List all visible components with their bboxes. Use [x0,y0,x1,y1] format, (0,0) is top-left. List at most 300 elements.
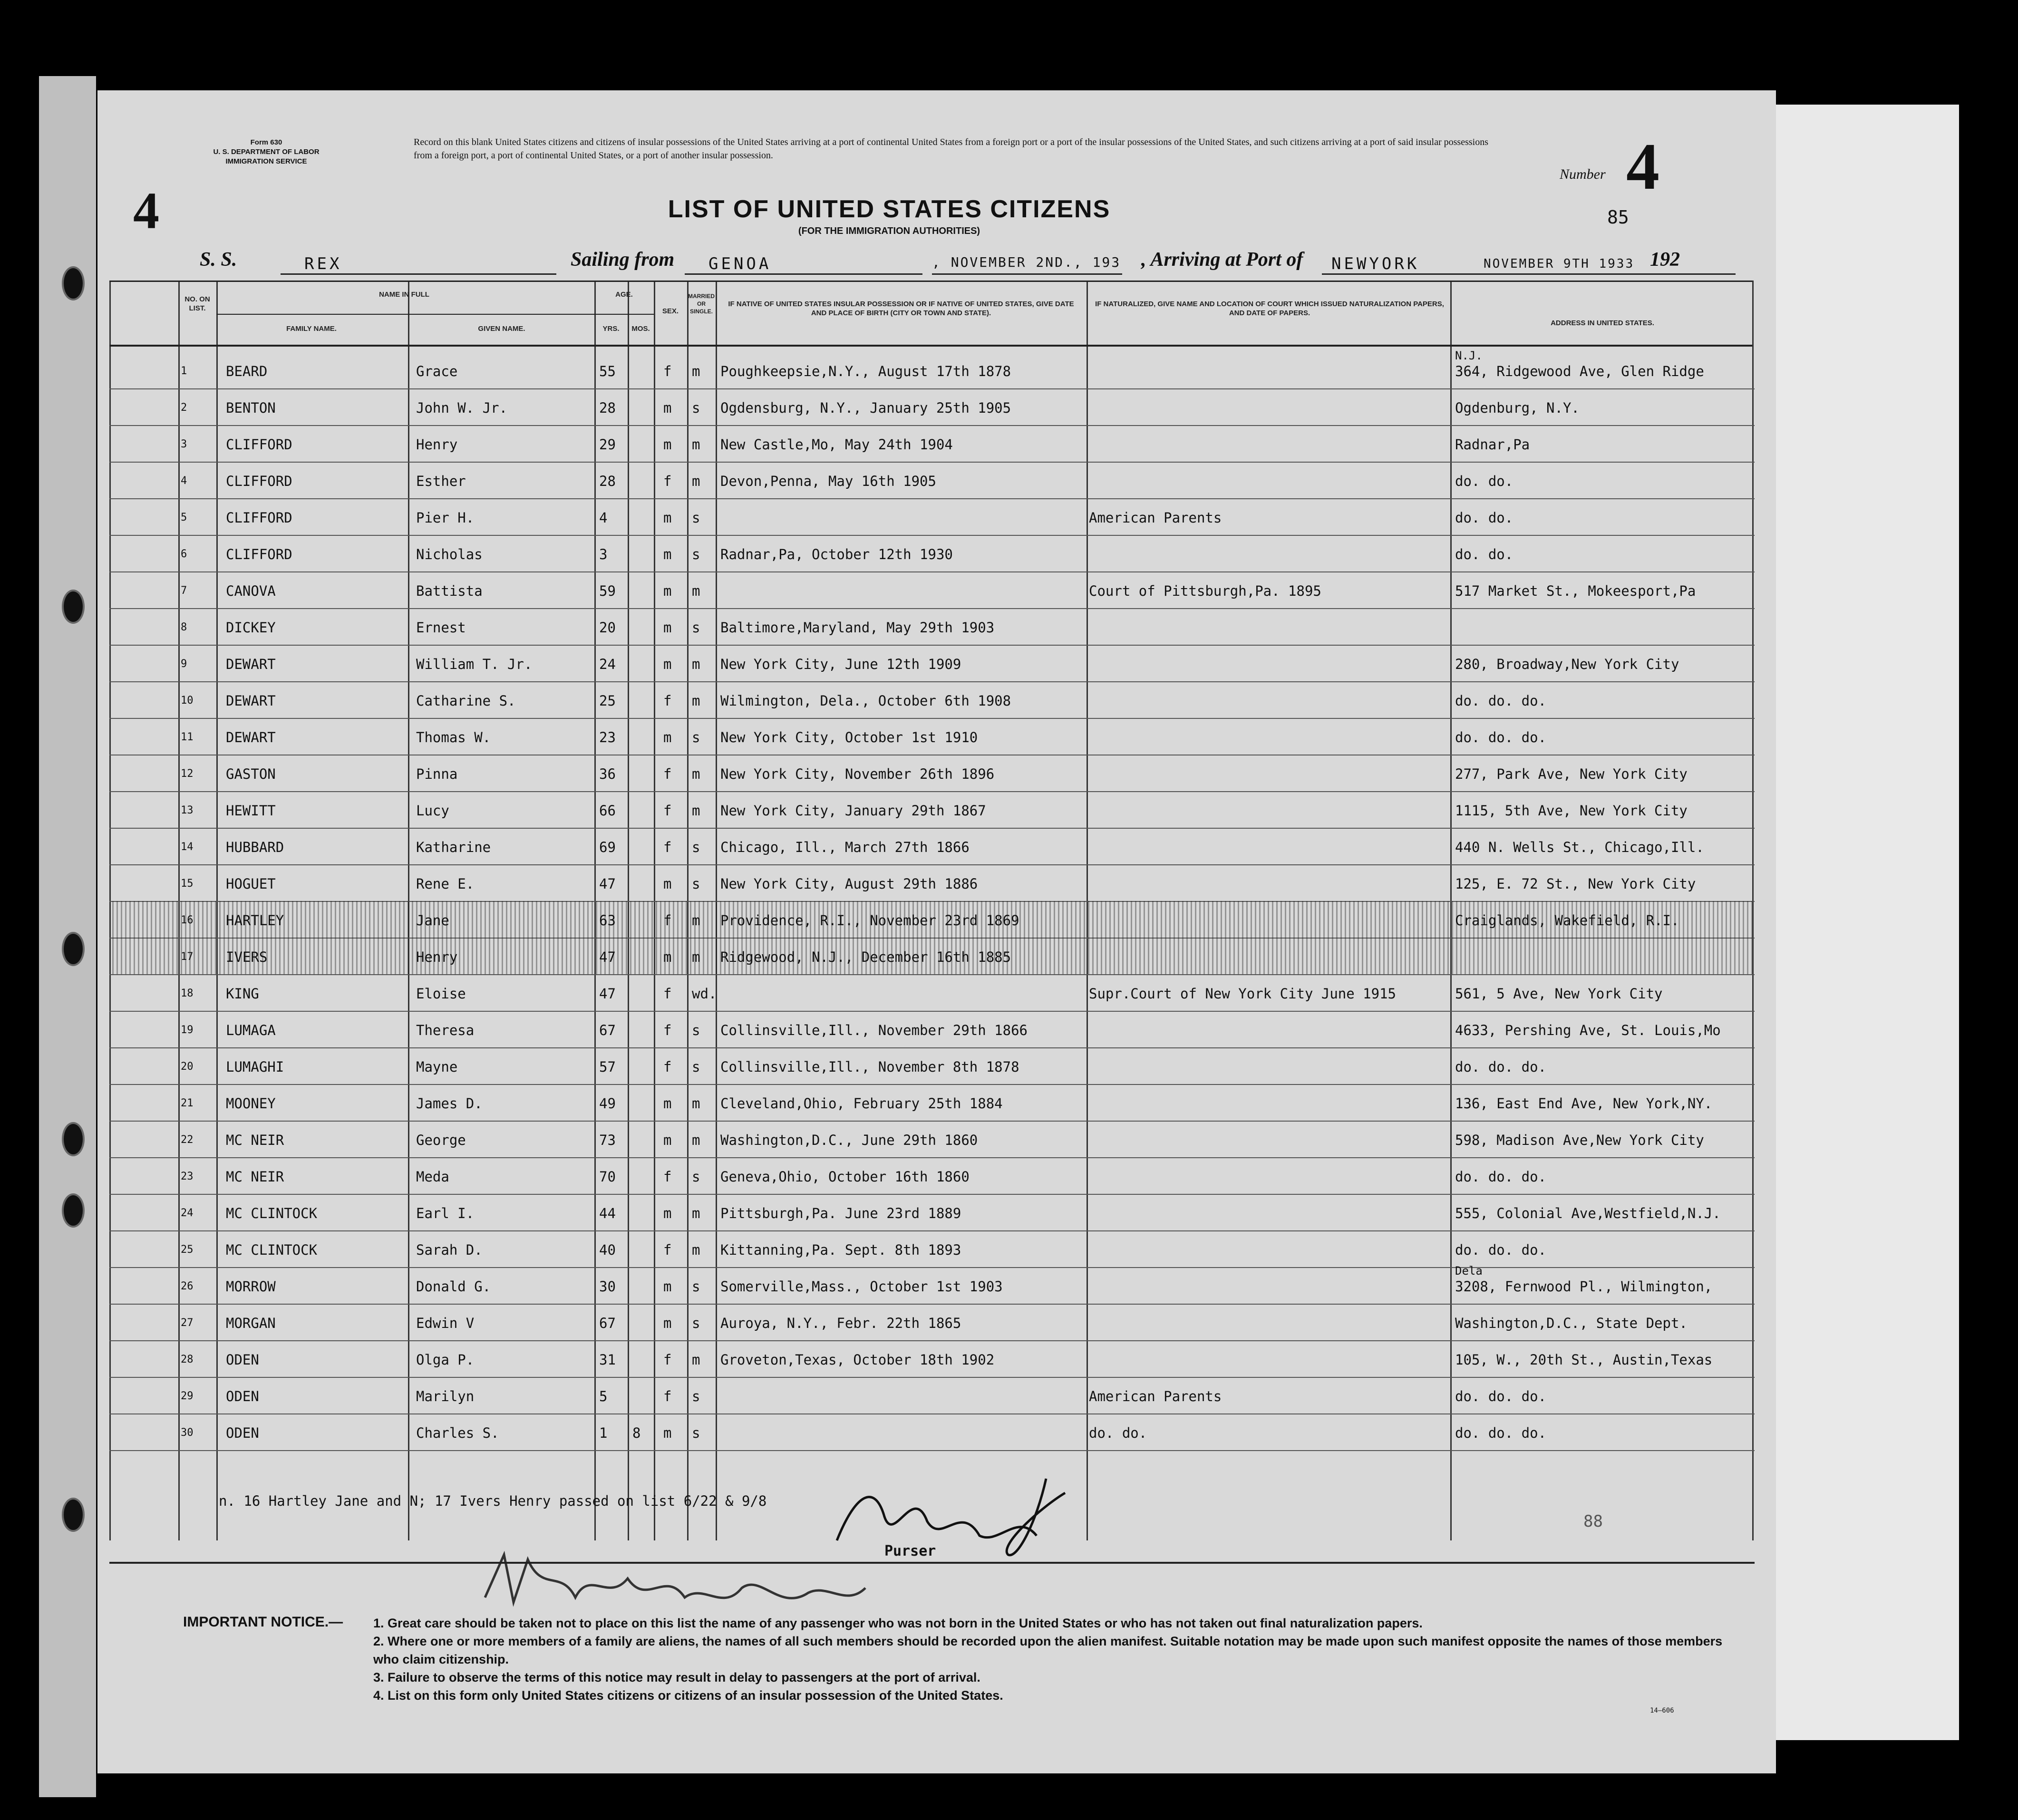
stamp-number: 88 [1583,1512,1603,1531]
notice-item: 2. Where one or more members of a family are aliens, the names of all such members should be recorded upon the alien manifest. Suitable notation may be made upon such manifest opposite the names of those members who claim citizenship. [373,1634,1723,1666]
footnote: n. 16 Hartley Jane and N; 17 Ivers Henry passed on list 6/22 & 9/8 [219,1493,767,1509]
address: 277, Park Ave, New York City [1455,766,1688,782]
birth-place-date: Somerville,Mass., October 1st 1903 [720,1278,1003,1295]
age-years: 36 [599,766,616,782]
ship-name: REX [304,254,342,273]
marital-status: s [692,729,700,745]
sex: m [663,1278,672,1295]
row-number: 16 [181,914,194,926]
address: do. do. [1455,546,1514,562]
marital-status: s [692,839,700,855]
birth-place-date: New York City, August 29th 1886 [720,876,978,892]
row-number: 4 [181,475,187,487]
form-service: IMMIGRATION SERVICE [225,157,307,165]
given-name: Mayne [416,1059,458,1075]
given-name: William T. Jr. [416,656,533,672]
marital-status: s [692,1059,700,1075]
table-row [109,755,1755,792]
row-number: 22 [181,1134,194,1146]
sex: f [663,1169,672,1185]
sex: m [663,436,672,453]
birth-place-date: Devon,Penna, May 16th 1905 [720,473,936,489]
sex: f [663,363,672,379]
table-row [109,791,1755,829]
family-name: MC NEIR [226,1169,284,1185]
sex: f [663,693,672,709]
notice-item: 4. List on this form only United States citizens or citizens of an insular possession of the United States. [373,1688,1003,1703]
marital-status: m [692,912,700,929]
given-name: Charles S. [416,1425,499,1441]
marital-status: s [692,1425,700,1441]
sex: f [663,839,672,855]
marital-status: m [692,1242,700,1258]
family-name: BEARD [226,363,268,379]
family-name: HUBBARD [226,839,284,855]
birth-place-date: Kittanning,Pa. Sept. 8th 1893 [720,1242,961,1258]
row-number: 8 [181,621,187,633]
marital-status: s [692,1278,700,1295]
address: 4633, Pershing Ave, St. Louis,Mo [1455,1022,1721,1038]
page-title: LIST OF UNITED STATES CITIZENS [668,195,1111,223]
family-name: CANOVA [226,583,276,599]
birth-place-date: Poughkeepsie,N.Y., August 17th 1878 [720,363,1011,379]
port-from: GENOA [708,254,772,273]
address: 136, East End Ave, New York,NY. [1455,1095,1713,1112]
age-years: 55 [599,363,616,379]
family-name: GASTON [226,766,276,782]
row-number: 21 [181,1097,194,1109]
row-number: 24 [181,1207,194,1219]
marital-status: s [692,876,700,892]
birth-place-date: New York City, October 1st 1910 [720,729,978,745]
given-name: Thomas W. [416,729,491,745]
col-birth: IF NATIVE OF UNITED STATES INSULAR POSSESSION OR IF NATIVE OF UNITED STATES, GIVE DATE AND PLACE OF BIRTH (CITY OR TOWN AND STATE). [728,300,1074,317]
row-number: 7 [181,585,187,597]
marital-status: m [692,436,700,453]
table-row [109,1194,1755,1231]
notice-list [373,1614,1724,1704]
table-row [109,1230,1755,1268]
notice-heading: IMPORTANT NOTICE.— [183,1614,343,1630]
family-name: CLIFFORD [226,510,292,526]
address: do. do. [1455,510,1514,526]
family-name: ODEN [226,1388,259,1404]
sex: f [663,1352,672,1368]
given-name: John W. Jr. [416,400,508,416]
marital-status: m [692,1205,700,1221]
sex: f [663,1059,672,1075]
family-name: CLIFFORD [226,436,292,453]
family-name: HOGUET [226,876,276,892]
age-years: 40 [599,1242,616,1258]
row-number: 25 [181,1244,194,1256]
sex: m [663,583,672,599]
naturalization: American Parents [1089,510,1222,526]
row-number: 29 [181,1390,194,1402]
col-no: NO. ON LIST. [184,295,210,312]
family-name: DEWART [226,693,276,709]
table-row [109,571,1755,609]
table-row [109,718,1755,755]
age-years: 28 [599,400,616,416]
table-row [109,645,1755,682]
age-years: 69 [599,839,616,855]
table-row [109,535,1755,572]
family-name: MC NEIR [226,1132,284,1148]
given-name: Meda [416,1169,449,1185]
marital-status: m [692,693,700,709]
age-years: 67 [599,1022,616,1038]
row-number: 5 [181,512,187,523]
address: 561, 5 Ave, New York City [1455,986,1663,1002]
given-name: George [416,1132,466,1148]
birth-place-date: Ridgewood, N.J., December 16th 1885 [720,949,1011,965]
age-years: 57 [599,1059,616,1075]
given-name: Pinna [416,766,458,782]
family-name: MC CLINTOCK [226,1242,318,1258]
number-label: Number [1560,166,1606,182]
year-suffix: 192 [1650,249,1680,271]
age-years: 5 [599,1388,608,1404]
next-page-edge [1776,105,1959,1740]
address: do. do. do. [1455,1059,1547,1075]
given-name: James D. [416,1095,483,1112]
table-row [109,974,1755,1012]
marital-status: s [692,1022,700,1038]
marital-status: m [692,583,700,599]
birth-place-date: New York City, January 29th 1867 [720,803,986,819]
marital-status: s [692,1388,700,1404]
table-row [109,938,1755,975]
age-years: 24 [599,656,616,672]
marital-status: m [692,803,700,819]
birth-place-date: Collinsville,Ill., November 29th 1866 [720,1022,1028,1038]
row-number: 9 [181,658,187,670]
age-years: 4 [599,510,608,526]
table-row [109,1377,1755,1414]
given-name: Esther [416,473,466,489]
sex: m [663,1132,672,1148]
address: 364, Ridgewood Ave, Glen Ridge [1455,363,1704,379]
given-name: Earl I. [416,1205,475,1221]
birth-place-date: Collinsville,Ill., November 8th 1878 [720,1059,1019,1075]
sex: m [663,400,672,416]
form-number: Form 630 [250,138,282,146]
family-name: BENTON [226,400,276,416]
address: 125, E. 72 St., New York City [1455,876,1696,892]
address: 105, W., 20th St., Austin,Texas [1455,1352,1713,1368]
family-name: DEWART [226,729,276,745]
page-subtitle: (FOR THE IMMIGRATION AUTHORITIES) [798,226,980,236]
family-name: ODEN [226,1425,259,1441]
given-name: Marilyn [416,1388,475,1404]
family-name: MOONEY [226,1095,276,1112]
given-name: Henry [416,436,458,453]
col-naturalized: IF NATURALIZED, GIVE NAME AND LOCATION OF COURT WHICH ISSUED NATURALIZATION PAPERS, AND DATE OF PAPERS. [1095,300,1444,317]
form-code: 14—606 [1650,1707,1674,1714]
sex: f [663,766,672,782]
table-row [109,681,1755,719]
family-name: MORROW [226,1278,276,1295]
age-years: 31 [599,1352,616,1368]
table-row [109,1413,1755,1451]
port-to: NEWYORK [1331,254,1420,273]
marital-status: wd. [692,986,717,1002]
sex: m [663,510,672,526]
binder-hole [62,266,85,300]
birth-place-date: Wilmington, Dela., October 6th 1908 [720,693,1011,709]
sex: m [663,1205,672,1221]
row-number: 11 [181,731,194,743]
given-name: Olga P. [416,1352,475,1368]
family-name: HARTLEY [226,912,284,929]
sex: m [663,876,672,892]
naturalization: do. do. [1089,1425,1147,1441]
family-name: HEWITT [226,803,276,819]
form-info [162,138,371,166]
marital-status: s [692,546,700,562]
sex: m [663,1095,672,1112]
given-name: Jane [416,912,449,929]
family-name: CLIFFORD [226,546,292,562]
birth-place-date: Chicago, Ill., March 27th 1866 [720,839,970,855]
sex: m [663,656,672,672]
row-number: 10 [181,695,194,707]
date-from: , NOVEMBER 2ND., 193 [932,254,1121,270]
sex: m [663,546,672,562]
age-years: 59 [599,583,616,599]
passenger-table [109,281,1755,1545]
sex: m [663,949,672,965]
sex: f [663,1242,672,1258]
age-years: 1 [599,1425,608,1441]
birth-place-date: Geneva,Ohio, October 16th 1860 [720,1169,970,1185]
number-value: 4 [1626,130,1659,203]
marital-status: m [692,1132,700,1148]
table-row [109,864,1755,902]
date-to: NOVEMBER 9TH 1933 [1484,257,1635,271]
col-married: MARRIED OR SINGLE. [688,293,715,315]
birth-place-date: Ogdensburg, N.Y., January 25th 1905 [720,400,1011,416]
sex: f [663,912,672,929]
row-number: 27 [181,1317,194,1329]
age-years: 47 [599,986,616,1002]
naturalization: American Parents [1089,1388,1222,1404]
marital-status: m [692,473,700,489]
handwritten-annotation [475,1540,903,1621]
naturalization: Court of Pittsburgh,Pa. 1895 [1089,583,1321,599]
marital-status: s [692,620,700,636]
row-number: 30 [181,1427,194,1439]
given-name: Battista [416,583,483,599]
row-number: 14 [181,841,194,853]
sex: f [663,1388,672,1404]
marital-status: s [692,510,700,526]
binder-hole [62,1498,85,1532]
age-years: 23 [599,729,616,745]
sex: m [663,1425,672,1441]
age-years: 28 [599,473,616,489]
sex: m [663,620,672,636]
binder-hole [62,590,85,624]
row-number: 1 [181,365,187,377]
age-years: 73 [599,1132,616,1148]
table-row [109,388,1755,426]
age-years: 70 [599,1169,616,1185]
row-number: 6 [181,548,187,560]
marital-status: m [692,949,700,965]
col-given: GIVEN NAME. [478,325,525,333]
form-department: U. S. DEPARTMENT OF LABOR [213,148,320,156]
family-name: DICKEY [226,620,276,636]
address: 3208, Fernwood Pl., Wilmington, [1455,1278,1713,1295]
sex: f [663,986,672,1002]
address: do. do. [1455,473,1514,489]
address: 598, Madison Ave,New York City [1455,1132,1704,1148]
sex: f [663,473,672,489]
sex: m [663,1315,672,1331]
table-row [109,498,1755,536]
given-name: Lucy [416,803,449,819]
given-name: Henry [416,949,458,965]
age-months: 8 [632,1425,641,1441]
family-name: MC CLINTOCK [226,1205,318,1221]
given-name: Donald G. [416,1278,491,1295]
row-number: 3 [181,438,187,450]
sex: f [663,1022,672,1038]
address: do. do. do. [1455,693,1547,709]
address: Radnar,Pa [1455,436,1530,453]
given-name: Theresa [416,1022,475,1038]
table-row [109,1047,1755,1085]
col-sex: SEX. [662,307,679,315]
col-mos: MOS. [631,325,650,333]
address-state-note: Dela [1455,1264,1483,1278]
row-number: 17 [181,951,194,963]
address: 440 N. Wells St., Chicago,Ill. [1455,839,1704,855]
table-row [109,901,1755,939]
given-name: Edwin V [416,1315,475,1331]
address: Washington,D.C., State Dept. [1455,1315,1688,1331]
instructions-text: Record on this blank United States citizens and citizens of insular possessions of the United States arriving at a port of continental United States from a foreign port or a port of the insular possessions of the United States, and such citizens arriving at a port of said insular possessions from a foreign port, a port of continental United States, or a port of another insular possession. [414,137,1488,161]
given-name: Grace [416,363,458,379]
table-row [109,1264,1755,1305]
family-name: MORGAN [226,1315,276,1331]
given-name: Eloise [416,986,466,1002]
row-number: 23 [181,1171,194,1182]
age-years: 3 [599,546,608,562]
address: 555, Colonial Ave,Westfield,N.J. [1455,1205,1721,1221]
col-age: AGE. [615,290,633,299]
ss-label: S. S. [200,249,237,271]
family-name: LUMAGA [226,1022,276,1038]
birth-place-date: Baltimore,Maryland, May 29th 1903 [720,620,995,636]
table-row [109,608,1755,646]
notice-item: 1. Great care should be taken not to place on this list the name of any passenger who was not born in the United States or who has not taken out final naturalization papers. [373,1616,1423,1630]
birth-place-date: New York City, June 12th 1909 [720,656,961,672]
purser-label: Purser [884,1543,936,1559]
binder-hole [62,1193,85,1228]
address: 517 Market St., Mokeesport,Pa [1455,583,1696,599]
address: 280, Broadway,New York City [1455,656,1679,672]
address: 1115, 5th Ave, New York City [1455,803,1688,819]
arriving-label: , Arriving at Port of [1141,249,1303,271]
family-name: ODEN [226,1352,259,1368]
marital-status: m [692,1095,700,1112]
birth-place-date: Providence, R.I., November 23rd 1869 [720,912,1019,929]
age-years: 25 [599,693,616,709]
row-number: 15 [181,878,194,890]
given-name: Catharine S. [416,693,516,709]
row-number: 12 [181,768,194,780]
family-name: LUMAGHI [226,1059,284,1075]
family-name: KING [226,986,259,1002]
row-number: 18 [181,987,194,999]
birth-place-date: New Castle,Mo, May 24th 1904 [720,436,953,453]
given-name: Katharine [416,839,491,855]
sailing-label: Sailing from [571,249,675,271]
binder-hole [62,932,85,966]
address: Ogdenburg, N.Y. [1455,400,1580,416]
age-years: 47 [599,949,616,965]
age-years: 66 [599,803,616,819]
col-address: ADDRESS IN UNITED STATES. [1551,319,1654,327]
row-number: 19 [181,1024,194,1036]
birth-place-date: Cleveland,Ohio, February 25th 1884 [720,1095,1003,1112]
table-row [109,1340,1755,1378]
list-number-left: 4 [133,182,159,240]
binder-hole [62,1122,85,1156]
address: do. do. do. [1455,1425,1547,1441]
table-row [109,425,1755,463]
marital-status: s [692,1169,700,1185]
table-row [109,349,1755,389]
row-number: 13 [181,804,194,816]
family-name: CLIFFORD [226,473,292,489]
sex: m [663,729,672,745]
naturalization: Supr.Court of New York City June 1915 [1089,986,1397,1002]
age-years: 49 [599,1095,616,1112]
page-number: 85 [1607,207,1629,228]
birth-place-date: Pittsburgh,Pa. June 23rd 1889 [720,1205,961,1221]
sex: f [663,803,672,819]
address: do. do. do. [1455,729,1547,745]
address: Craiglands, Wakefield, R.I. [1455,912,1679,929]
table-row [109,462,1755,499]
birth-place-date: New York City, November 26th 1896 [720,766,995,782]
given-name: Ernest [416,620,466,636]
table-row [109,1084,1755,1122]
age-years: 47 [599,876,616,892]
marital-status: m [692,766,700,782]
marital-status: m [692,363,700,379]
age-years: 44 [599,1205,616,1221]
age-years: 67 [599,1315,616,1331]
table-row [109,1121,1755,1158]
marital-status: s [692,400,700,416]
row-number: 2 [181,402,187,414]
table-row [109,1011,1755,1048]
col-yrs: YRS. [602,325,620,333]
marital-status: m [692,1352,700,1368]
address: do. do. do. [1455,1242,1547,1258]
address: do. do. do. [1455,1388,1547,1404]
birth-place-date: Groveton,Texas, October 18th 1902 [720,1352,995,1368]
age-years: 30 [599,1278,616,1295]
birth-place-date: Auroya, N.Y., Febr. 22th 1865 [720,1315,961,1331]
table-row [109,1304,1755,1341]
given-name: Sarah D. [416,1242,483,1258]
